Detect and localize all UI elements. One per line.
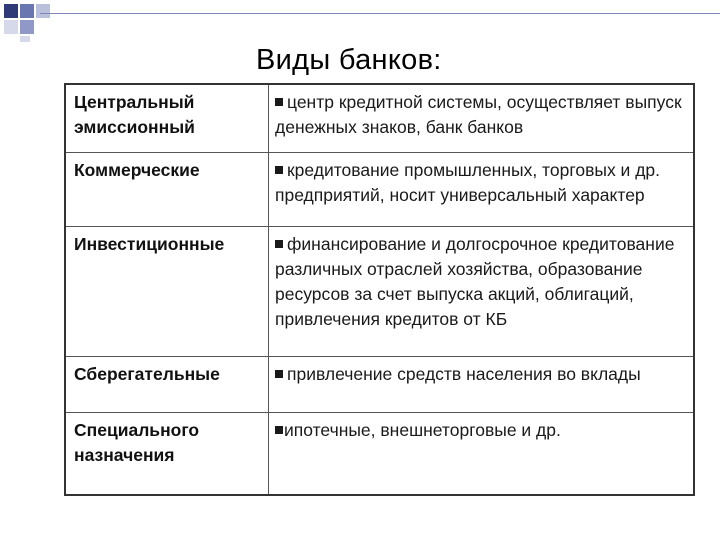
bank-types-table: [64, 83, 695, 496]
deco-square: [4, 20, 18, 34]
square-bullet-icon: [275, 426, 283, 434]
table-row: [65, 84, 694, 153]
table-row: [65, 413, 694, 496]
bank-description-text: центр кредитной системы, осуществляет выпуск денежных знаков, банк банков: [275, 92, 682, 137]
bank-type-cell: Специального назначения: [65, 413, 269, 496]
table-row: [65, 357, 694, 413]
deco-square: [20, 20, 34, 34]
table-row: [65, 227, 694, 357]
bank-description-cell: [269, 357, 695, 413]
bank-description-text: привлечение средств населения во вклады: [287, 364, 641, 384]
bank-description-cell: [269, 153, 695, 227]
bank-type-cell: Инвестиционные: [65, 227, 269, 357]
bank-description-text: кредитование промышленных, торговых и др. предприятий, носит универсальный характер: [275, 160, 661, 205]
bank-type-cell: Сберегательные: [65, 357, 269, 413]
square-bullet-icon: [275, 98, 283, 106]
square-bullet-icon: [275, 166, 283, 174]
table-row: [65, 153, 694, 227]
bank-description-cell: [269, 227, 695, 357]
deco-square: [36, 4, 50, 18]
bank-description-text: финансирование и долгосрочное кредитование различных отраслей хозяйства, образование ресурсов за счет выпуска акций, облигаций, привлечения кредитов от КБ: [275, 234, 675, 329]
bank-description-cell: [269, 84, 695, 153]
bank-description-cell: [269, 413, 695, 496]
corner-squares-decoration: [0, 0, 60, 46]
square-bullet-icon: [275, 370, 283, 378]
top-divider-line: [40, 13, 720, 14]
deco-square: [20, 36, 30, 42]
deco-square: [4, 4, 18, 18]
square-bullet-icon: [275, 240, 283, 248]
slide-title: Виды банков:: [256, 44, 442, 76]
bank-type-cell: Коммерческие: [65, 153, 269, 227]
bank-type-cell: Центральный эмиссионный: [65, 84, 269, 153]
deco-square: [20, 4, 34, 18]
bank-description-text: ипотечные, внешнеторговые и др.: [284, 420, 561, 440]
